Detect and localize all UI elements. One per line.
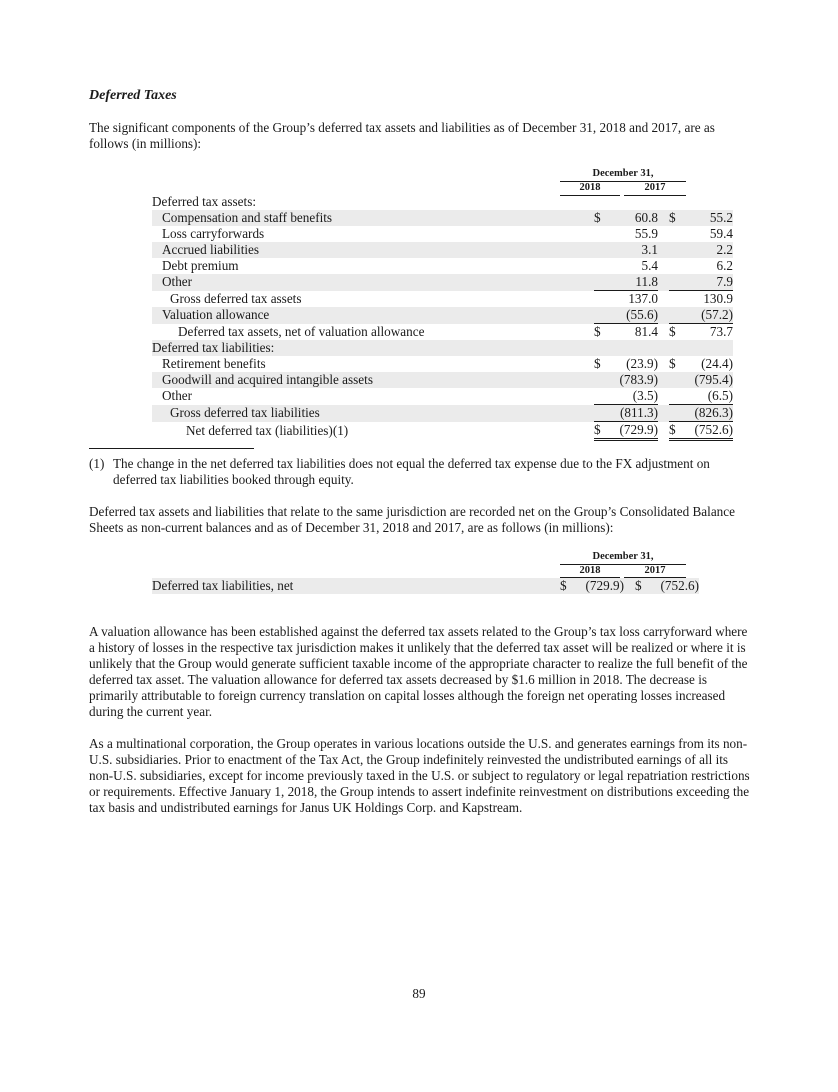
dollar-sign: $: [594, 422, 608, 440]
table-row: [152, 307, 733, 324]
table-row: [152, 388, 733, 405]
row-label: Retirement benefits: [162, 356, 266, 371]
value-2017: 6.2: [716, 258, 733, 273]
value-2018: 5.4: [641, 258, 658, 273]
paragraph-reinvestment: As a multinational corporation, the Group operates in various locations outside the U.S. and generates earnings from its non-U.S. subsidiaries. Prior to enactment of the Tax Act, the Group indefinitely reinvested the undistributed earnings of all its non-U.S. subsidiaries, except for income previously taxed in the U.S. or subject to regulatory or legal repatriation restrictions or requirements. Effective January 1, 2018, the Group intends to assert indefinite reinvestment on distributions exceeding the tax basis and undistributed earnings for Janus UK Holdings Corp. and Kapstream.: [89, 736, 750, 815]
row-label: Deferred tax liabilities, net: [152, 578, 556, 594]
table2-period-header: December 31,: [592, 551, 654, 562]
table-row: [152, 405, 733, 422]
value-2018: (783.9): [608, 372, 658, 388]
row-label: Debt premium: [162, 258, 239, 273]
value-2018: (55.6): [608, 307, 658, 324]
dollar-sign: $: [669, 422, 683, 440]
table1-col-2017: 2017: [644, 182, 666, 193]
table-row: [152, 226, 733, 242]
table-row: [152, 356, 733, 372]
table-row: [152, 194, 733, 210]
value-2017: 59.4: [709, 226, 733, 241]
value-2018: (3.5): [608, 388, 658, 405]
row-label: Valuation allowance: [152, 307, 590, 324]
value-2017: 55.2: [683, 210, 733, 226]
row-label: Compensation and staff benefits: [152, 210, 590, 226]
dollar-sign: $: [669, 356, 676, 371]
value-2017: 130.9: [703, 291, 733, 306]
value-2018: 60.8: [608, 210, 658, 226]
row-label: Deferred tax assets:: [152, 194, 256, 209]
dollar-sign: $: [594, 356, 601, 371]
table2-col-2018: 2018: [579, 565, 601, 576]
value-2018: (23.9): [626, 356, 658, 371]
paragraph-net-balances: Deferred tax assets and liabilities that relate to the same jurisdiction are recorded net on the Group’s Consolidated Balance Sheets as non-current balances and as of December 31, 2018 and 2017, are as follows (in millions):: [89, 504, 735, 535]
dollar-sign: $: [594, 210, 608, 226]
value-2018: 11.8: [608, 274, 658, 291]
page-number: 89: [412, 986, 426, 1001]
table-row: [152, 422, 733, 440]
table1-period-header: December 31,: [592, 168, 654, 179]
value-2018: (811.3): [608, 405, 658, 422]
table-row: [152, 291, 733, 308]
paragraph-valuation-allowance: A valuation allowance has been established against the deferred tax assets related to the Group’s tax loss carryforward where a history of losses in the respective tax jurisdiction makes it unlikely that the deferred tax asset will be realized or where it is unlikely that the Group would generate sufficient taxable income of the appropriate character to realize the full benefit of the deferred tax asset. The valuation allowance for deferred tax assets decreased by $1.6 million in 2018. The decrease is primarily attributable to foreign currency translation on capital losses although the foreign net operating losses increased during the current year.: [89, 624, 748, 719]
dollar-sign: $: [669, 324, 676, 339]
value-2017: 7.9: [683, 274, 733, 291]
value-2018: (729.9): [608, 422, 658, 440]
value-2017: (826.3): [683, 405, 733, 422]
dollar-sign: $: [635, 578, 649, 594]
value-2017: (24.4): [701, 356, 733, 371]
value-2017: (752.6): [649, 578, 699, 594]
value-2018: 55.9: [634, 226, 658, 241]
value-2018: 137.0: [628, 291, 658, 306]
dollar-sign: $: [560, 578, 574, 594]
net-liabilities-table: [152, 578, 699, 594]
row-label: Net deferred tax (liabilities)(1): [186, 422, 349, 438]
footnote-marker: (1): [89, 456, 105, 471]
row-label: Gross deferred tax liabilities: [152, 405, 590, 422]
table1-col-2018: 2018: [579, 182, 601, 193]
deferred-tax-table: [152, 194, 733, 441]
row-label: Loss carryforwards: [162, 226, 265, 241]
value-2017: (6.5): [683, 388, 733, 405]
footnote-divider: [89, 448, 254, 449]
row-label: Deferred tax liabilities:: [152, 340, 590, 356]
row-label: Other: [152, 274, 590, 291]
value-2017: 73.7: [709, 324, 733, 339]
table2-col-2017: 2017: [644, 565, 666, 576]
footnote-text: The change in the net deferred tax liabilities does not equal the deferred tax expense due to the FX adjustment on deferred tax liabilities booked through equity.: [113, 456, 710, 487]
value-2018: (729.9): [574, 578, 624, 594]
table-row: [152, 578, 699, 594]
table-row: [152, 340, 733, 356]
dollar-sign: $: [669, 210, 683, 226]
table-row: [152, 258, 733, 274]
value-2017: 2.2: [683, 242, 733, 258]
table-row: [152, 242, 733, 258]
intro-paragraph: The significant components of the Group’s deferred tax assets and liabilities as of December 31, 2018 and 2017, are as follows (in millions):: [89, 120, 715, 151]
footnote: [89, 456, 751, 488]
value-2018: 3.1: [608, 242, 658, 258]
value-2017: (795.4): [683, 372, 733, 388]
row-label: Gross deferred tax assets: [170, 290, 302, 306]
table-row: [152, 210, 733, 226]
row-label: Accrued liabilities: [152, 242, 590, 258]
value-2017: (752.6): [683, 422, 733, 440]
dollar-sign: $: [594, 324, 601, 339]
row-label: Deferred tax assets, net of valuation allowance: [178, 323, 425, 339]
table-row: [152, 372, 733, 388]
row-label: Goodwill and acquired intangible assets: [152, 372, 590, 388]
section-heading: Deferred Taxes: [89, 88, 177, 103]
value-2017: (57.2): [683, 307, 733, 324]
row-label: Other: [162, 388, 193, 404]
table-row: [152, 274, 733, 291]
value-2018: 81.4: [634, 324, 658, 339]
table-row: [152, 324, 733, 341]
